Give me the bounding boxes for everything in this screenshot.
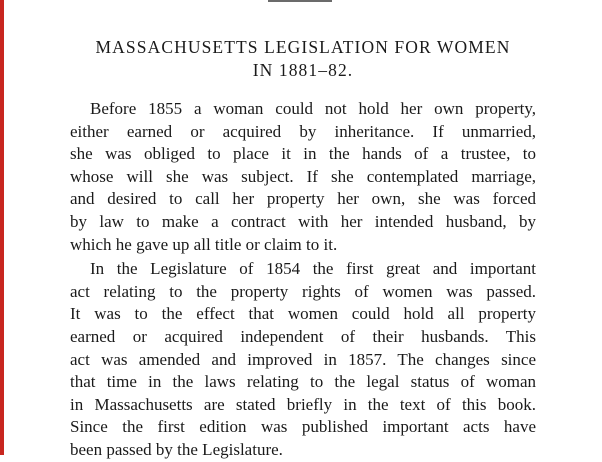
text-line: act relating to the property rights of women was passed.	[70, 281, 536, 301]
document-page	[70, 36, 536, 462]
paragraph-2	[70, 258, 536, 461]
text-line: that time in the laws relating to the legal status of woman	[70, 372, 536, 392]
text-line: either earned or acquired by inheritance. If unmarried,	[70, 121, 536, 141]
document-title	[70, 36, 536, 82]
text-line: Before 1855 a woman could not hold her own property,	[90, 99, 536, 118]
text-line: by law to make a contract with her intended husband, by	[70, 211, 536, 231]
text-line: which he gave up all title or claim to it.	[70, 234, 338, 254]
paragraph-1	[70, 98, 536, 256]
text-line: earned or acquired independent of their husbands. This	[70, 326, 536, 346]
page-top-mark	[268, 0, 332, 2]
page-edge-red	[0, 0, 4, 455]
text-line: In the Legislature of 1854 the first great and important	[90, 259, 536, 279]
text-line: Since the first edition was published important acts have	[70, 417, 536, 437]
text-line: in Massachusetts are stated briefly in the text of this book.	[70, 394, 536, 414]
text-line: and desired to call her property her own, she was forced	[70, 189, 536, 209]
text-line: she was obliged to place it in the hands of a trustee, to	[70, 144, 536, 164]
text-line: whose will she was subject. If she contemplated marriage,	[70, 166, 536, 186]
text-line: been passed by the Legislature.	[70, 439, 283, 459]
text-line: act was amended and improved in 1857. The changes since	[70, 349, 536, 369]
title-line: IN 1881–82.	[252, 60, 354, 80]
text-line: It was to the effect that women could hold all property	[70, 304, 536, 324]
title-line: MASSACHUSETTS LEGISLATION FOR WOMEN	[95, 37, 511, 57]
